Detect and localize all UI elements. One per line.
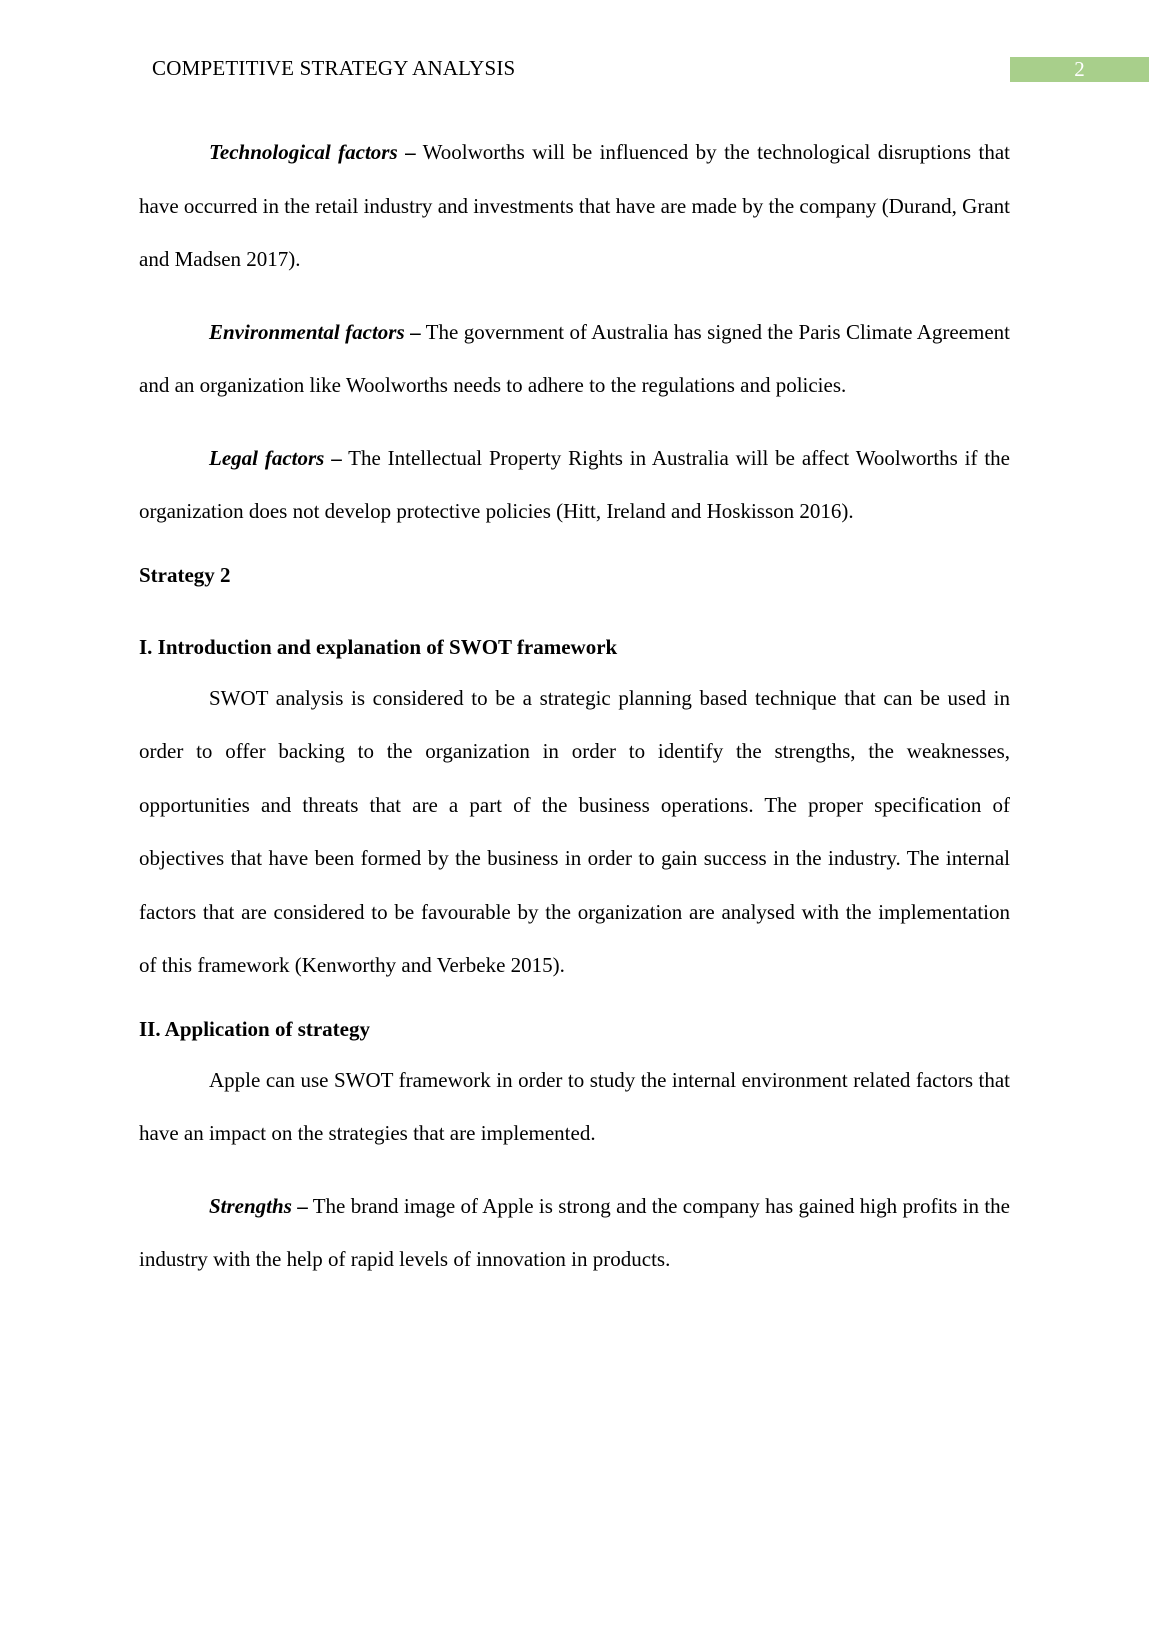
paragraph-strengths	[139, 1180, 1010, 1287]
paragraph-text: The Intellectual Property Rights in Australia will be affect Woolworths if the organization does not develop protective policies (Hitt, Ireland and Hoskisson 2016).	[139, 445, 1011, 523]
document-body	[139, 126, 1010, 1306]
paragraph-legal-factors	[139, 432, 1010, 539]
term-dash: –	[331, 445, 342, 470]
page-number-badge: 2	[1010, 57, 1149, 82]
term-strengths: Strengths	[209, 1193, 292, 1218]
section-heading-application: II. Application of strategy	[139, 1016, 370, 1041]
paragraph-environmental-factors	[139, 306, 1010, 413]
paragraph-text: The government of Australia has signed the Paris Climate Agreement and an organization like Woolworths needs to adhere to the regulations and policies.	[139, 319, 1011, 397]
paragraph-technological-factors	[139, 126, 1010, 287]
term-technological-factors: Technological factors	[209, 140, 398, 164]
section-heading-swot-intro: I. Introduction and explanation of SWOT framework	[139, 634, 618, 659]
paragraph-text: Woolworths will be influenced by the technological disruptions that have occurred in the retail industry and investments that have are made by the company (Durand, Grant and Madsen 2017).	[139, 140, 1010, 271]
strategy-heading: Strategy 2	[139, 562, 231, 587]
term-legal-factors: Legal factors	[209, 445, 325, 470]
paragraph-application	[139, 1054, 1010, 1161]
paragraph-text: The brand image of Apple is strong and the company has gained high profits in the industry with the help of rapid levels of innovation in products.	[139, 1193, 1011, 1271]
running-header-title: COMPETITIVE STRATEGY ANALYSIS	[152, 56, 516, 80]
paragraph-text: Apple can use SWOT framework in order to study the internal environment related factors that have an impact on the strategies that are implemented.	[139, 1067, 1010, 1145]
paragraph-swot-intro	[139, 672, 1010, 993]
term-environmental-factors: Environmental factors	[209, 319, 405, 344]
term-dash: –	[405, 140, 416, 164]
term-dash: –	[410, 319, 421, 344]
term-dash: –	[297, 1193, 308, 1218]
paragraph-text: SWOT analysis is considered to be a strategic planning based technique that can be used in order to offer backing to the organization in order to identify the strengths, the weaknesses, opportunities and threats that are a part of the business operations. The proper specification of objectives that have been formed by the business in order to gain success in the industry. The internal factors that are considered to be favourable by the organization are analysed with the implementation of this framework (Kenworthy and Verbeke 2015).	[139, 685, 1010, 977]
